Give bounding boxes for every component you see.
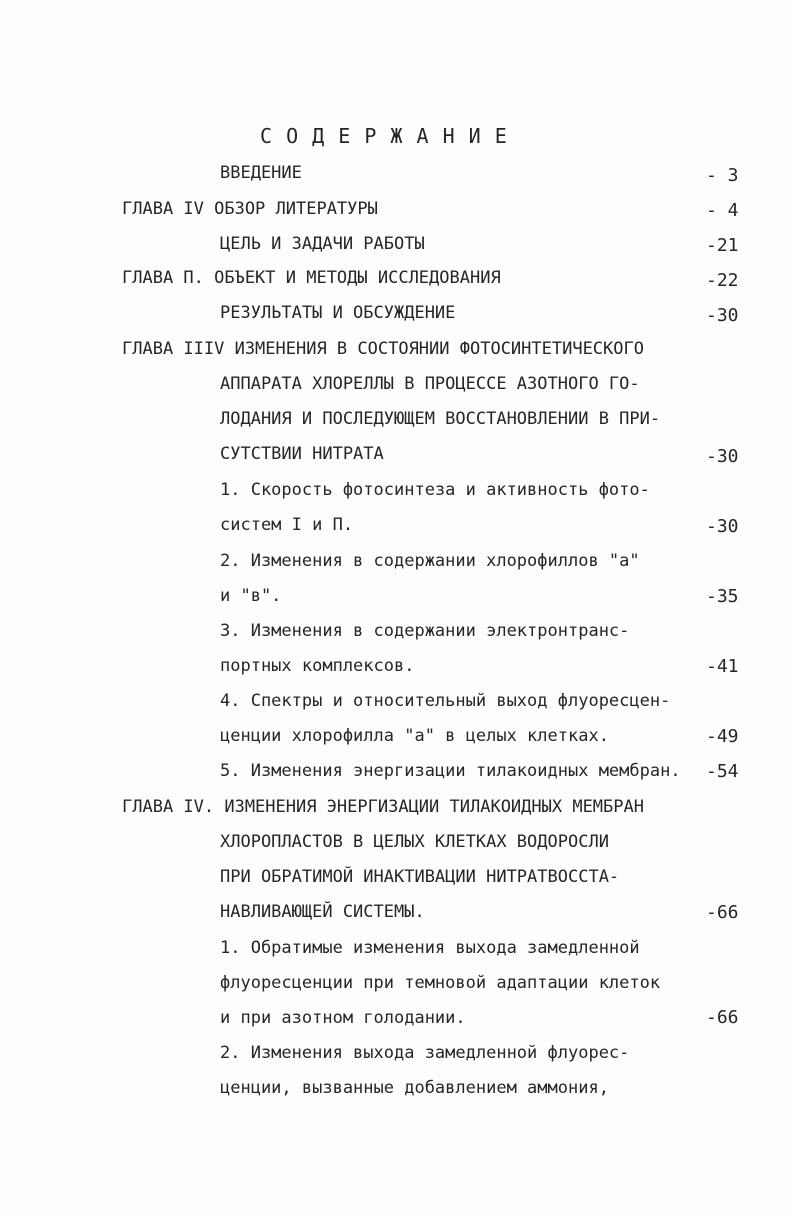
toc-page-number: -35	[706, 586, 739, 607]
toc-heading: С О Д Е Р Ж А Н И Е	[260, 124, 508, 148]
toc-line: ГЛАВА IV. ИЗМЕНЕНИЯ ЭНЕРГИЗАЦИИ ТИЛАКОИДНЫХ МЕМБРАН	[122, 797, 644, 817]
toc-line: флуоресценции при темновой адаптации клеток	[220, 973, 661, 993]
toc-line: 2. Изменения выхода замедленной флуорес-	[220, 1043, 630, 1063]
toc-line: 4. Спектры и относительный выход флуоресцен-	[220, 691, 671, 711]
toc-page-number: - 3	[706, 165, 739, 186]
toc-line: ГЛАВА IIIV ИЗМЕНЕНИЯ В СОСТОЯНИИ ФОТОСИНТЕТИЧЕСКОГО	[122, 339, 644, 359]
toc-page-number: -41	[706, 656, 739, 677]
toc-line: портных комплексов.	[220, 656, 415, 676]
toc-line: ПРИ ОБРАТИМОЙ ИНАКТИВАЦИИ НИТРАТВОССТА-	[220, 867, 620, 887]
toc-line: ВВЕДЕНИЕ	[220, 163, 302, 183]
toc-line: ЦЕЛЬ И ЗАДАЧИ РАБОТЫ	[220, 234, 425, 254]
toc-line: ГЛАВА П. ОБЪЕКТ И МЕТОДЫ ИССЛЕДОВАНИЯ	[122, 268, 501, 288]
toc-page-number: -49	[706, 726, 739, 747]
toc-line: систем I и П.	[220, 515, 354, 535]
toc-page-number: -22	[706, 270, 739, 291]
toc-line: РЕЗУЛЬТАТЫ И ОБСУЖДЕНИЕ	[220, 303, 456, 323]
toc-line: 2. Изменения в содержании хлорофиллов "а"	[220, 551, 640, 571]
toc-line: и при азотном голодании.	[220, 1008, 466, 1028]
toc-page-number: -30	[706, 446, 739, 467]
toc-page-number: -30	[706, 516, 739, 537]
toc-line: НАВЛИВАЮЩЕЙ СИСТЕМЫ.	[220, 902, 425, 922]
toc-line: ценции хлорофилла "а" в целых клетках.	[220, 726, 609, 746]
toc-line: 3. Изменения в содержании электронтранс-	[220, 621, 630, 641]
toc-line: ЛОДАНИЯ И ПОСЛЕДУЮЩЕМ ВОССТАНОВЛЕНИИ В ПРИ-	[220, 409, 661, 429]
toc-line: СУТСТВИИ НИТРАТА	[220, 444, 384, 464]
toc-page-number: - 4	[706, 200, 739, 221]
toc-line: и "в".	[220, 586, 282, 606]
toc-page-number: -66	[706, 1007, 739, 1028]
toc-page-number: -66	[706, 902, 739, 923]
toc-line: АППАРАТА ХЛОРЕЛЛЫ В ПРОЦЕССЕ АЗОТНОГО ГО-	[220, 374, 640, 394]
toc-line: 5. Изменения энергизации тилакоидных мембран.	[220, 761, 681, 781]
toc-line: 1. Скорость фотосинтеза и активность фото-	[220, 480, 650, 500]
toc-page-number: -54	[706, 761, 739, 782]
toc-line: 1. Обратимые изменения выхода замедленной	[220, 938, 640, 958]
toc-page-number: -30	[706, 305, 739, 326]
toc-line: ценции, вызванные добавлением аммония,	[220, 1078, 609, 1098]
toc-line: ХЛОРОПЛАСТОВ В ЦЕЛЫХ КЛЕТКАХ ВОДОРОСЛИ	[220, 832, 609, 852]
toc-line: ГЛАВА IV ОБЗОР ЛИТЕРАТУРЫ	[122, 199, 378, 219]
toc-page-number: -21	[706, 235, 739, 256]
